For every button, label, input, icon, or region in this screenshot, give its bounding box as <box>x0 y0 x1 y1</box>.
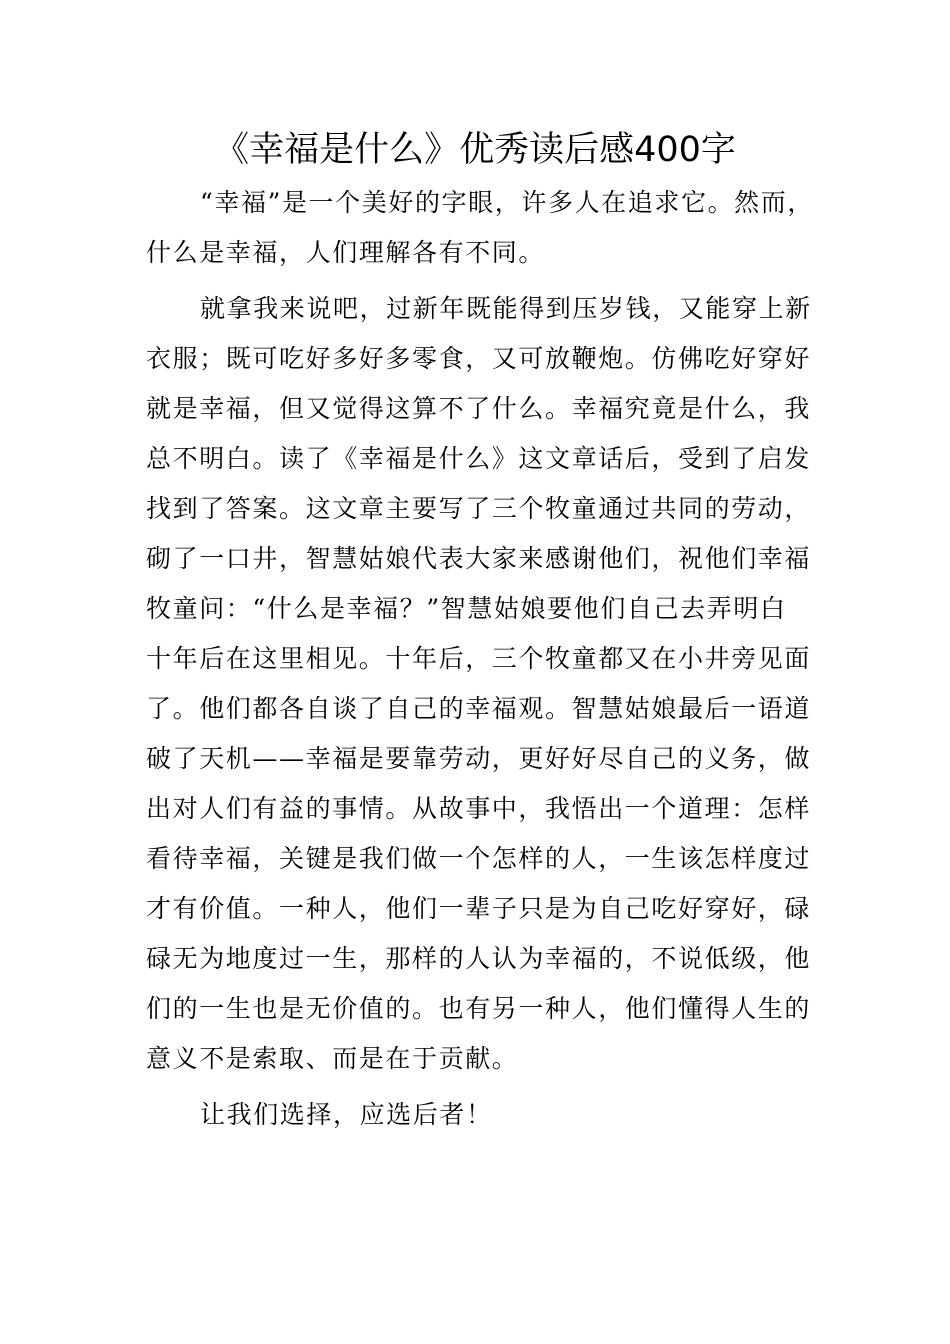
paragraph-line: 十年后在这里相见。十年后，三个牧童都又在小井旁见面 <box>146 644 812 673</box>
paragraph-line: 就拿我来说吧，过新年既能得到压岁钱，又能穿上新 <box>200 294 812 323</box>
paragraph-2 <box>146 284 818 1084</box>
paragraph-line: 总不明白。读了《幸福是什么》这文章话后，受到了启发 <box>146 444 812 473</box>
paragraph-line: 意义不是索取、而是在于贡献。 <box>146 1044 519 1073</box>
document-body <box>146 178 818 1140</box>
paragraph-3 <box>146 1090 818 1140</box>
paragraph-line: 碌无为地度过一生，那样的人认为幸福的，不说低级，他 <box>146 944 812 973</box>
paragraph-line: 出对人们有益的事情。从故事中，我悟出一个道理：怎样 <box>146 794 812 823</box>
paragraph-1 <box>146 178 818 278</box>
paragraph-line: 砌了一口井，智慧姑娘代表大家来感谢他们，祝他们幸福 <box>146 544 812 573</box>
paragraph-line: 们的一生也是无价值的。也有另一种人，他们懂得人生的 <box>146 994 812 1023</box>
paragraph-line: 破了天机——幸福是要靠劳动，更好好尽自己的义务，做 <box>146 744 812 773</box>
paragraph-line: 了。他们都各自谈了自己的幸福观。智慧姑娘最后一语道 <box>146 694 812 723</box>
paragraph-line: 才有价值。一种人，他们一辈子只是为自己吃好穿好，碌 <box>146 894 812 923</box>
paragraph-line: “幸福”是一个美好的字眼，许多人在追求它。然而， <box>200 188 814 217</box>
paragraph-line: 让我们选择，应选后者！ <box>200 1100 493 1129</box>
paragraph-line: 看待幸福，关键是我们做一个怎样的人，一生该怎样度过 <box>146 844 812 873</box>
paragraph-line: 牧童问：“什么是幸福？”智慧姑娘要他们自己去弄明白 <box>146 594 787 623</box>
paragraph-line: 就是幸福，但又觉得这算不了什么。幸福究竟是什么，我 <box>146 394 812 423</box>
paragraph-line: 衣服；既可吃好多好多零食，又可放鞭炮。仿佛吃好穿好 <box>146 344 812 373</box>
page-title: 《幸福是什么》优秀读后感400字 <box>214 130 736 170</box>
paragraph-line: 找到了答案。这文章主要写了三个牧童通过共同的劳动， <box>146 494 812 523</box>
paragraph-line: 什么是幸福，人们理解各有不同。 <box>146 238 546 267</box>
